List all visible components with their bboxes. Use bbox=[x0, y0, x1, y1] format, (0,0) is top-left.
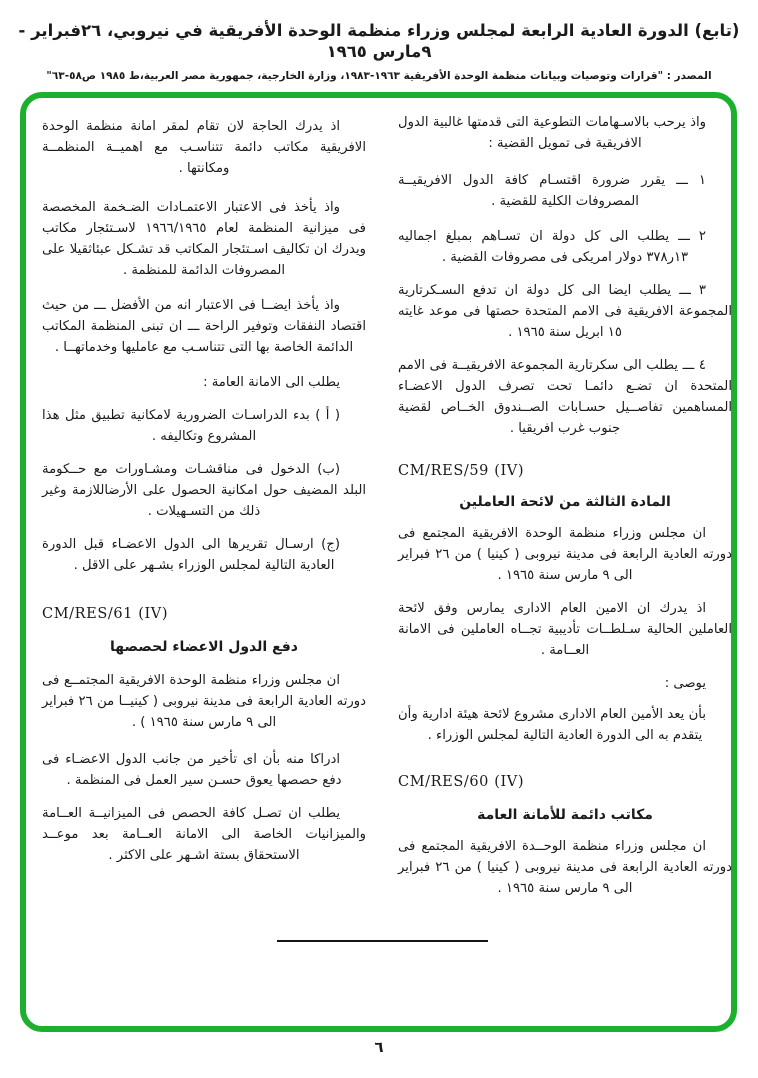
resolution-item-2: ٢ ـــ يطلب الى كل دولة ان تسـاهم بمبلغ اجماليه ١٣ر٣٧٨ دولار امريكى فى مصروفات القضية . bbox=[398, 229, 706, 265]
paragraph-organization-builds-offices: واذ يأخذ ايضــا فى الاعتبار انه من الأفضل ـــ من حيث اقتصاد النفقات وتوفير الراحة ـــ ان تبنى المنظمة المكاتب الدائمة الخاصة بها التى تتناسـب مع عامليها وخدماتهــا . bbox=[42, 298, 366, 355]
request-item-b: (ب) الدخول فى مناقشـات ومشـاورات مع حــكومة البلد المضيف حول امكانية الحصول على الأرضاللازمة وغير ذلك من التسـهيلات . bbox=[42, 462, 366, 519]
paragraph-council-session-59: ان مجلس وزراء منظمة الوحدة الافريقية المجتمع فى دورته العادية الرابعة فى مدينة نيروبى ( كينيا ) من ٢٦ فبراير الى ٩ مارس سنة ١٩٦٥ . bbox=[398, 526, 732, 583]
page-header bbox=[0, 20, 758, 82]
column-left bbox=[42, 116, 366, 878]
resolution-item-1: ١ ـــ يقرر ضرورة اقتسـام كافة الدول الافريقيــة المصروفات الكلية للقضية . bbox=[398, 173, 706, 209]
resolution-item-3: ٣ ـــ يطلب ايضا الى كل دولة ان تدفع الىسـكرتارية المجموعة الافريقية فى الامم المتحدة حصتها فى موعد غايته ١٥ ابريل سنة ١٩٦٥ . bbox=[398, 283, 732, 340]
paragraph-council-session-61: ان مجلس وزراء منظمة الوحدة الافريقية المجتمــع فى دورته العادية الرابعة فى مدينة نيروبى ( كينيــا من ٢٦ فبراير الى ٩ مارس سنة ١٩٦٥ ) . bbox=[42, 673, 366, 730]
paragraph-need-for-offices: اذ يدرك الحاجة لان تقام لمقر امانة منظمة الوحدة الافريقية مكاتب دائمة تتناسـب مع اهميــة المنظمــة ومكانتها . bbox=[42, 119, 366, 176]
paragraph-requests-label: يطلب الى الامانة العامة : bbox=[203, 375, 340, 390]
page-number: ٦ bbox=[374, 1038, 384, 1056]
paragraph-welcomes-contributions: واذ يرحب بالاسـهامات التطوعية التى قدمتها غالبية الدول الافريقية فى تمويل القضية : bbox=[398, 115, 706, 151]
paragraph-budget-appropriations: واذ يأخذ فى الاعتبار الاعتمـادات الضـخمة المخصصة فى ميزانية المنظمة لعام ١٩٦٦/١٩٦٥ لاسـتئجار مكاتب ويدرك ان تكاليف اسـتئجار المكاتب قد تشـكل عبئاثقيلا على المصروفات الدائمة للمنظمة . bbox=[42, 200, 366, 278]
paragraph-secretary-general-powers: اذ يدرك ان الامين العام الادارى يمارس وفق لائحة العاملين الحالية سـلطــات تأديبية تجــاه العاملين فى الامانة العــامة . bbox=[398, 601, 732, 658]
request-item-c: (ج) ارسـال تقريرها الى الدول الاعضـاء قبل الدورة العادية التالية لمجلس الوزراء بشـهر على الاقل . bbox=[42, 537, 340, 573]
resolution-code-cm-res-59: CM/RES/59 (IV) bbox=[398, 463, 525, 479]
paragraph-council-session-60: ان مجلس وزراء منظمة الوحــدة الافريقية المجتمع فى دورته العادية الرابعة فى مدينة نيروبى ( كينيا ) من ٢٦ فبراير الى ٩ مارس سنة ١٩٦٥ . bbox=[398, 839, 732, 896]
session-title: (تابع) الدورة العادية الرابعة لمجلس وزراء منظمة الوحدة الأفريقية في نيروبي، ٢٦فبراير - ٩مارس ١٩٦٥ bbox=[18, 21, 740, 62]
request-item-a: ( أ ) بدء الدراسـات الضرورية لامكانية تطبيق مثل هذا المشروع وتكاليفه . bbox=[42, 408, 340, 444]
footer-divider-line bbox=[277, 940, 488, 942]
resolution-code-cm-res-60: CM/RES/60 (IV) bbox=[398, 774, 525, 790]
paragraph-delay-awareness: ادراكا منه بأن اى تأخير من جانب الدول الاعضـاء فى دفع حصصها يعوق حسـن سير العمل فى المنظمة . bbox=[42, 752, 342, 788]
paragraph-recommendation-body: بأن يعد الأمين العام الادارى مشروع لائحة هيئة ادارية وأن يتقدم به الى الدورة العادية التالية لمجلس الوزراء . bbox=[398, 707, 706, 743]
paragraph-payment-deadline: يطلب ان تصـل كافة الحصص فى الميزانيــة العــامة والميزانيات الخاصة الى الامانة العــامة بعد موعــد الاستحقاق بستة اشـهر على الاكثر . bbox=[42, 806, 366, 863]
column-right bbox=[398, 112, 732, 911]
resolution-heading-staff-regulations: المادة الثالثة من لائحة العاملين bbox=[459, 494, 671, 510]
resolution-heading-member-contributions: دفع الدول الاعضاء لحصصها bbox=[110, 639, 298, 655]
resolution-heading-permanent-offices: مكاتب دائمة للأمانة العامة bbox=[477, 807, 653, 823]
resolution-code-cm-res-61: CM/RES/61 (IV) bbox=[42, 606, 169, 622]
paragraph-recommends-label: يوصى : bbox=[664, 676, 706, 691]
source-citation: المصدر : "قرارات وتوصيات وبيانات منظمة الوحدة الأفريقية ١٩٦٣-١٩٨٣، وزارة الخارجية، جمهورية مصر العربية،ط ١٩٨٥ ص٥٨-٦٣" bbox=[46, 69, 712, 82]
resolution-item-4: ٤ ـــ يطلب الى سكرتارية المجموعة الافريقيــة فى الامم المتحدة ان تضـع دائمـا تحت تصرف الدول الاعضـاء المساهمين تفاصــيل حسـابات الصــندوق الخــاص لقضية جنوب غرب افريقيا . bbox=[398, 358, 732, 436]
